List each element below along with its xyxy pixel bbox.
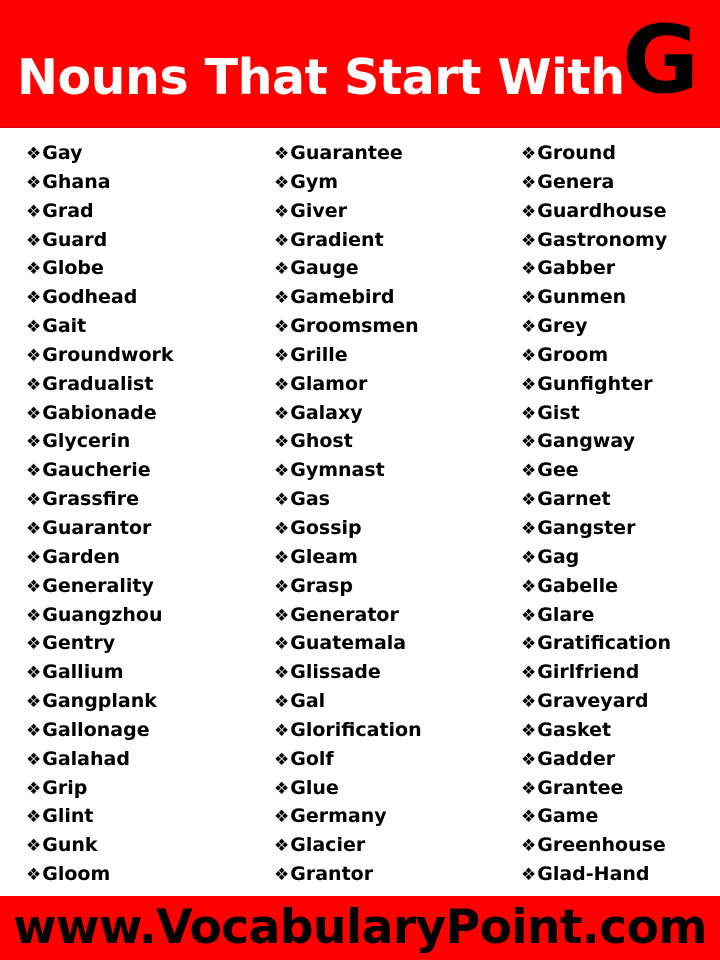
word-label: Glorification (290, 718, 422, 741)
list-item (274, 860, 422, 889)
word-label: Girlfriend (537, 661, 640, 684)
diamond-bullet-icon: ❖ (26, 374, 42, 395)
diamond-bullet-icon: ❖ (521, 201, 537, 222)
word-label: Glue (290, 776, 339, 799)
word-label: Groom (537, 343, 609, 366)
list-item (274, 802, 422, 831)
diamond-bullet-icon: ❖ (26, 576, 42, 597)
word-column-1 (26, 139, 174, 889)
diamond-bullet-icon: ❖ (521, 374, 537, 395)
diamond-bullet-icon: ❖ (26, 749, 42, 770)
list-item (274, 427, 422, 456)
word-label: Glad-Hand (537, 863, 650, 886)
word-label: Gee (537, 459, 579, 482)
diamond-bullet-icon: ❖ (521, 432, 537, 453)
list-item (521, 860, 671, 889)
list-item (521, 831, 671, 860)
word-label: Gay (42, 142, 83, 164)
list-item (26, 658, 174, 687)
diamond-bullet-icon: ❖ (521, 259, 537, 280)
word-label: Grasp (290, 574, 353, 597)
diamond-bullet-icon: ❖ (26, 403, 42, 424)
list-item (521, 572, 671, 601)
list-item (26, 168, 174, 197)
diamond-bullet-icon: ❖ (26, 547, 42, 568)
list-item (26, 399, 174, 428)
list-item (26, 716, 174, 745)
word-label: Gradualist (42, 372, 154, 395)
word-label: Grille (290, 343, 348, 366)
diamond-bullet-icon: ❖ (521, 865, 537, 886)
diamond-bullet-icon: ❖ (521, 144, 537, 164)
diamond-bullet-icon: ❖ (521, 720, 537, 741)
diamond-bullet-icon: ❖ (274, 663, 290, 684)
word-label: Guardhouse (537, 199, 667, 222)
word-label: Generator (290, 603, 399, 626)
list-item (274, 456, 422, 485)
diamond-bullet-icon: ❖ (521, 547, 537, 568)
list-item (521, 254, 671, 283)
word-label: Guard (42, 228, 108, 251)
word-column-3 (521, 139, 671, 889)
list-item (26, 197, 174, 226)
list-item (521, 687, 671, 716)
list-item (274, 543, 422, 572)
word-label: Ghana (42, 170, 111, 193)
diamond-bullet-icon: ❖ (26, 692, 42, 713)
diamond-bullet-icon: ❖ (274, 259, 290, 280)
word-label: Glycerin (42, 430, 131, 453)
diamond-bullet-icon: ❖ (274, 836, 290, 857)
list-item (274, 601, 422, 630)
list-item (274, 341, 422, 370)
diamond-bullet-icon: ❖ (521, 692, 537, 713)
list-item (521, 716, 671, 745)
list-item (26, 312, 174, 341)
list-item (521, 341, 671, 370)
diamond-bullet-icon: ❖ (274, 692, 290, 713)
diamond-bullet-icon: ❖ (26, 317, 42, 338)
word-label: Godhead (42, 286, 138, 309)
list-item (26, 139, 174, 168)
list-item (26, 629, 174, 658)
diamond-bullet-icon: ❖ (274, 865, 290, 886)
word-label: Gunk (42, 834, 98, 857)
word-label: Glare (537, 603, 595, 626)
word-label: Gleam (290, 545, 358, 568)
diamond-bullet-icon: ❖ (274, 432, 290, 453)
word-label: Garden (42, 545, 121, 568)
diamond-bullet-icon: ❖ (26, 778, 42, 799)
word-label: Grey (537, 315, 588, 338)
diamond-bullet-icon: ❖ (521, 836, 537, 857)
diamond-bullet-icon: ❖ (274, 778, 290, 799)
diamond-bullet-icon: ❖ (521, 576, 537, 597)
word-label: Guarantee (290, 142, 403, 164)
list-item (521, 543, 671, 572)
diamond-bullet-icon: ❖ (274, 749, 290, 770)
word-label: Gauge (290, 257, 359, 280)
list-item (521, 427, 671, 456)
word-label: Game (537, 805, 599, 828)
word-label: Gentry (42, 632, 116, 655)
list-item (521, 802, 671, 831)
word-label: Generality (42, 574, 154, 597)
list-item (26, 341, 174, 370)
diamond-bullet-icon: ❖ (26, 490, 42, 511)
word-label: Grantor (290, 863, 374, 886)
word-label: Globe (42, 257, 104, 280)
diamond-bullet-icon: ❖ (521, 317, 537, 338)
diamond-bullet-icon: ❖ (26, 259, 42, 280)
word-label: Gangway (537, 430, 635, 453)
word-label: Glacier (290, 834, 366, 857)
word-label: Glamor (290, 372, 368, 395)
diamond-bullet-icon: ❖ (521, 403, 537, 424)
word-label: Glissade (290, 661, 381, 684)
word-label: Greenhouse (537, 834, 666, 857)
list-item (26, 456, 174, 485)
diamond-bullet-icon: ❖ (274, 461, 290, 482)
diamond-bullet-icon: ❖ (26, 461, 42, 482)
list-item (521, 601, 671, 630)
word-label: Gunmen (537, 286, 627, 309)
word-label: Groomsmen (290, 315, 419, 338)
word-label: Gradient (290, 228, 384, 251)
list-item (274, 312, 422, 341)
diamond-bullet-icon: ❖ (274, 288, 290, 309)
list-item (521, 197, 671, 226)
word-label: Gunfighter (537, 372, 653, 395)
diamond-bullet-icon: ❖ (274, 547, 290, 568)
diamond-bullet-icon: ❖ (26, 432, 42, 453)
list-item (521, 456, 671, 485)
word-label: Guarantor (42, 516, 152, 539)
list-item (26, 745, 174, 774)
diamond-bullet-icon: ❖ (521, 490, 537, 511)
word-label: Gist (537, 401, 580, 424)
word-label: Ghost (290, 430, 353, 453)
list-item (521, 658, 671, 687)
list-item (26, 485, 174, 514)
list-item (274, 139, 422, 168)
list-item (274, 283, 422, 312)
word-label: Gal (290, 690, 326, 713)
diamond-bullet-icon: ❖ (26, 144, 42, 164)
diamond-bullet-icon: ❖ (26, 663, 42, 684)
word-label: Groundwork (42, 343, 174, 366)
diamond-bullet-icon: ❖ (521, 345, 537, 366)
list-item (274, 197, 422, 226)
diamond-bullet-icon: ❖ (274, 403, 290, 424)
diamond-bullet-icon: ❖ (26, 201, 42, 222)
diamond-bullet-icon: ❖ (26, 518, 42, 539)
list-item (26, 427, 174, 456)
diamond-bullet-icon: ❖ (26, 634, 42, 655)
diamond-bullet-icon: ❖ (521, 807, 537, 828)
diamond-bullet-icon: ❖ (26, 720, 42, 741)
word-label: Grassfire (42, 488, 139, 511)
list-item (26, 802, 174, 831)
list-item (521, 226, 671, 255)
word-label: Ground (537, 142, 616, 164)
list-item (521, 514, 671, 543)
word-label: Grip (42, 776, 88, 799)
word-label: Gangplank (42, 690, 157, 713)
diamond-bullet-icon: ❖ (521, 172, 537, 193)
diamond-bullet-icon: ❖ (521, 663, 537, 684)
word-label: Garnet (537, 488, 611, 511)
word-label: Glint (42, 805, 94, 828)
title-letter: G (622, 6, 700, 115)
word-label: Gallium (42, 661, 124, 684)
word-list (0, 139, 720, 889)
list-item (26, 601, 174, 630)
word-label: Grad (42, 199, 94, 222)
list-item (521, 139, 671, 168)
list-item (26, 226, 174, 255)
word-label: Grantee (537, 776, 624, 799)
word-label: Galahad (42, 747, 130, 770)
diamond-bullet-icon: ❖ (274, 230, 290, 251)
word-label: Gallonage (42, 718, 150, 741)
diamond-bullet-icon: ❖ (274, 490, 290, 511)
word-label: Gasket (537, 718, 612, 741)
list-item (26, 370, 174, 399)
diamond-bullet-icon: ❖ (274, 576, 290, 597)
word-label: Gym (290, 170, 339, 193)
diamond-bullet-icon: ❖ (26, 807, 42, 828)
word-label: Gamebird (290, 286, 395, 309)
list-item (274, 226, 422, 255)
word-label: Gaucherie (42, 459, 151, 482)
word-label: Giver (290, 199, 347, 222)
list-item (521, 399, 671, 428)
page-title: Nouns That Start With (17, 49, 625, 106)
list-item (521, 629, 671, 658)
list-item (521, 370, 671, 399)
list-item (274, 399, 422, 428)
word-label: Gymnast (290, 459, 385, 482)
diamond-bullet-icon: ❖ (521, 605, 537, 626)
list-item (521, 745, 671, 774)
word-label: Gossip (290, 516, 362, 539)
list-item (274, 658, 422, 687)
list-item (26, 543, 174, 572)
word-column-2 (274, 139, 422, 889)
list-item (26, 831, 174, 860)
list-item (274, 485, 422, 514)
diamond-bullet-icon: ❖ (274, 144, 290, 164)
header-banner (0, 0, 720, 128)
list-item (26, 687, 174, 716)
diamond-bullet-icon: ❖ (26, 288, 42, 309)
diamond-bullet-icon: ❖ (274, 518, 290, 539)
list-item (274, 716, 422, 745)
diamond-bullet-icon: ❖ (26, 230, 42, 251)
diamond-bullet-icon: ❖ (521, 778, 537, 799)
list-item (26, 283, 174, 312)
diamond-bullet-icon: ❖ (274, 807, 290, 828)
word-label: Gadder (537, 747, 616, 770)
website-url: www.VocabularyPoint.com (13, 900, 707, 955)
list-item (274, 774, 422, 803)
diamond-bullet-icon: ❖ (274, 720, 290, 741)
word-label: Graveyard (537, 690, 649, 713)
word-label: Gangster (537, 516, 636, 539)
word-label: Gastronomy (537, 228, 668, 251)
diamond-bullet-icon: ❖ (274, 605, 290, 626)
word-label: Gabelle (537, 574, 619, 597)
list-item (521, 774, 671, 803)
word-label: Gabionade (42, 401, 157, 424)
list-item (521, 312, 671, 341)
list-item (274, 254, 422, 283)
word-label: Germany (290, 805, 387, 828)
diamond-bullet-icon: ❖ (521, 230, 537, 251)
diamond-bullet-icon: ❖ (274, 345, 290, 366)
list-item (26, 860, 174, 889)
footer-banner (0, 896, 720, 960)
diamond-bullet-icon: ❖ (26, 836, 42, 857)
list-item (26, 774, 174, 803)
diamond-bullet-icon: ❖ (274, 634, 290, 655)
list-item (274, 168, 422, 197)
diamond-bullet-icon: ❖ (521, 749, 537, 770)
diamond-bullet-icon: ❖ (521, 518, 537, 539)
diamond-bullet-icon: ❖ (521, 288, 537, 309)
list-item (521, 168, 671, 197)
word-label: Genera (537, 170, 615, 193)
diamond-bullet-icon: ❖ (274, 374, 290, 395)
word-label: Gag (537, 545, 580, 568)
list-item (274, 370, 422, 399)
diamond-bullet-icon: ❖ (26, 865, 42, 886)
list-item (274, 687, 422, 716)
word-label: Gait (42, 315, 87, 338)
word-label: Golf (290, 747, 334, 770)
list-item (521, 283, 671, 312)
word-label: Gloom (42, 863, 111, 886)
word-label: Galaxy (290, 401, 363, 424)
diamond-bullet-icon: ❖ (274, 317, 290, 338)
list-item (26, 572, 174, 601)
list-item (26, 514, 174, 543)
diamond-bullet-icon: ❖ (274, 201, 290, 222)
list-item (521, 485, 671, 514)
list-item (274, 831, 422, 860)
list-item (274, 572, 422, 601)
word-label: Gratification (537, 632, 671, 655)
list-item (274, 514, 422, 543)
diamond-bullet-icon: ❖ (26, 172, 42, 193)
word-label: Gabber (537, 257, 616, 280)
diamond-bullet-icon: ❖ (26, 345, 42, 366)
list-item (274, 745, 422, 774)
list-item (274, 629, 422, 658)
word-label: Guangzhou (42, 603, 163, 626)
diamond-bullet-icon: ❖ (521, 461, 537, 482)
diamond-bullet-icon: ❖ (274, 172, 290, 193)
diamond-bullet-icon: ❖ (521, 634, 537, 655)
diamond-bullet-icon: ❖ (26, 605, 42, 626)
list-item (26, 254, 174, 283)
word-label: Gas (290, 488, 330, 511)
word-label: Guatemala (290, 632, 407, 655)
